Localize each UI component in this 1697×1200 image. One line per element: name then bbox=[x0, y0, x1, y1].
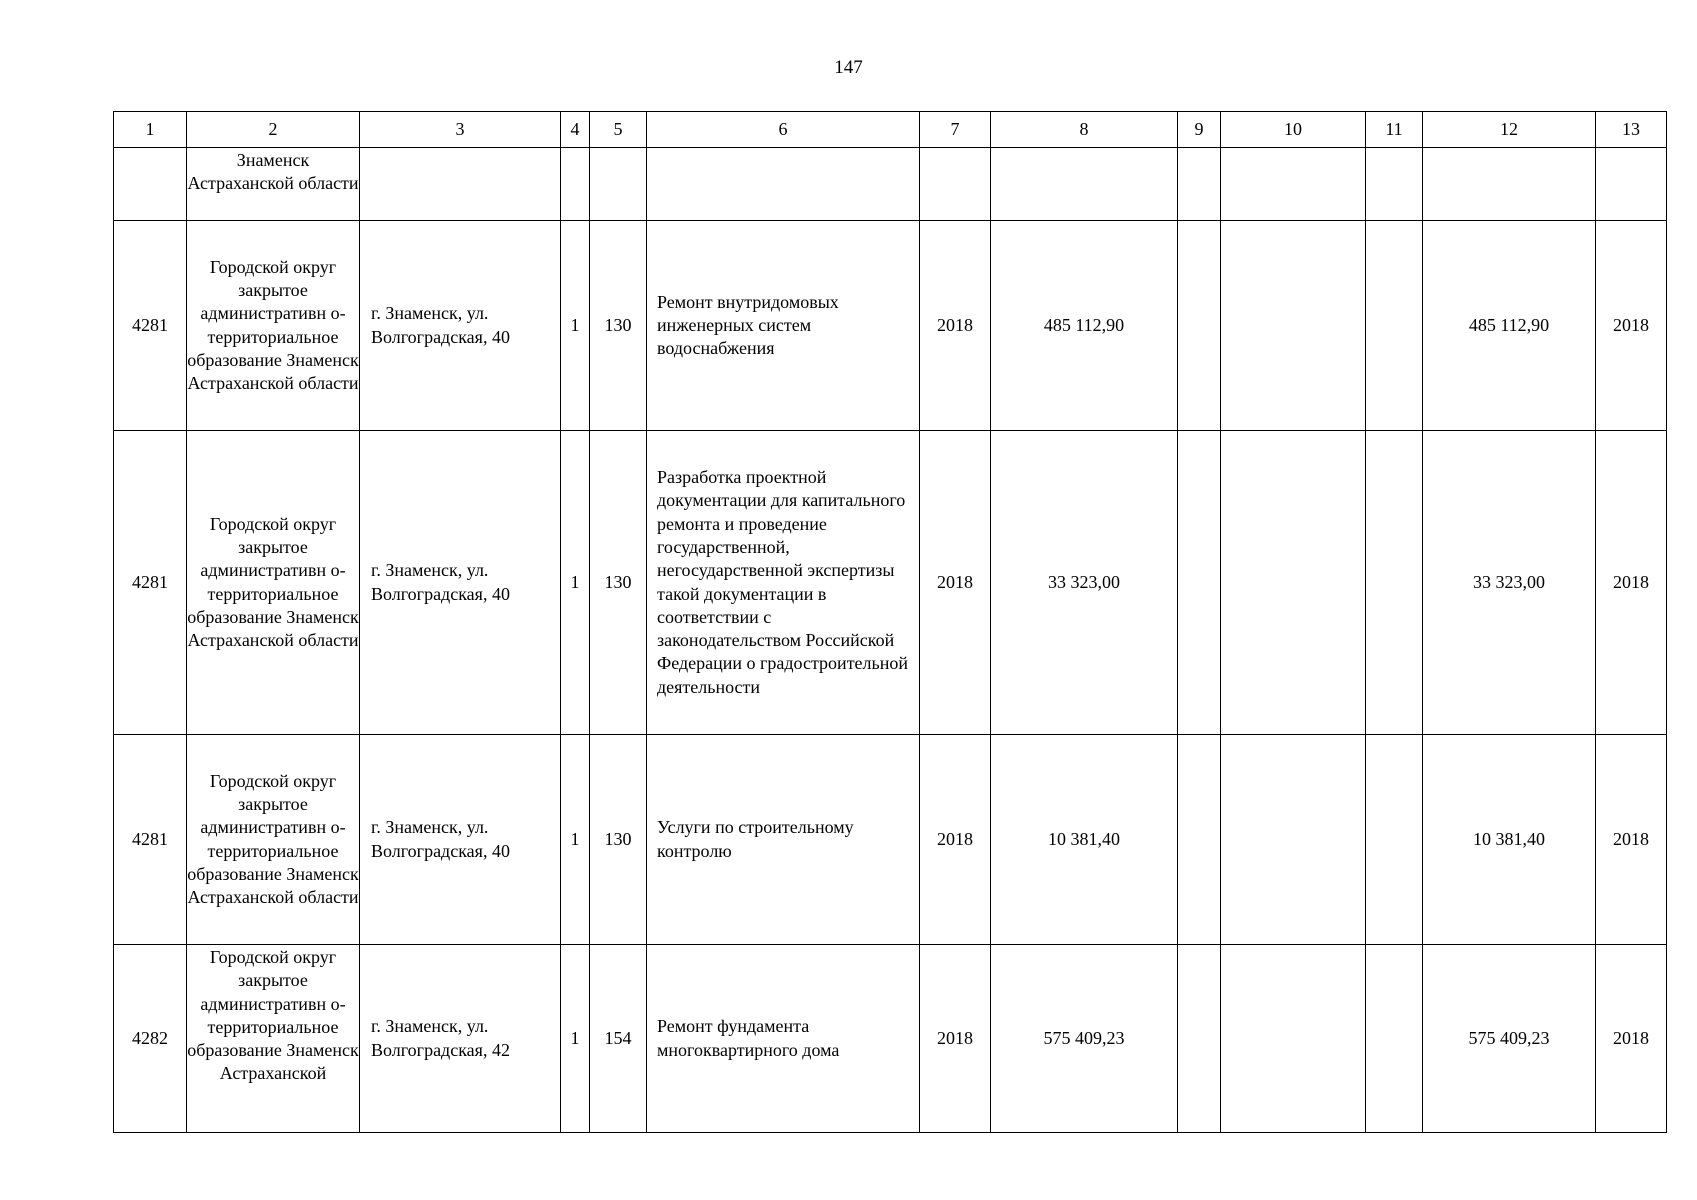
column-header-2: 2 bbox=[187, 112, 360, 148]
col4-value: 1 bbox=[561, 221, 590, 431]
address: г. Знаменск, ул. Волгоградская, 42 bbox=[360, 945, 561, 1133]
continuation-row bbox=[114, 148, 1667, 221]
cell-empty bbox=[991, 148, 1178, 221]
year: 2018 bbox=[920, 221, 991, 431]
col11-value bbox=[1366, 431, 1423, 735]
col5-value: 130 bbox=[590, 431, 647, 735]
col5-value: 130 bbox=[590, 735, 647, 945]
col9-value bbox=[1178, 735, 1221, 945]
row-id: 4282 bbox=[114, 945, 187, 1133]
address: г. Знаменск, ул. Волгоградская, 40 bbox=[360, 221, 561, 431]
cell-empty bbox=[920, 148, 991, 221]
cell-empty bbox=[360, 148, 561, 221]
cell-empty bbox=[590, 148, 647, 221]
col11-value bbox=[1366, 735, 1423, 945]
column-header-9: 9 bbox=[1178, 112, 1221, 148]
cell-empty bbox=[1178, 148, 1221, 221]
column-header-3: 3 bbox=[360, 112, 561, 148]
cell-empty bbox=[1221, 148, 1366, 221]
year: 2018 bbox=[920, 431, 991, 735]
col12-value: 575 409,23 bbox=[1423, 945, 1596, 1133]
year: 2018 bbox=[920, 735, 991, 945]
col12-value: 10 381,40 bbox=[1423, 735, 1596, 945]
column-header-12: 12 bbox=[1423, 112, 1596, 148]
column-header-1: 1 bbox=[114, 112, 187, 148]
col5-value: 130 bbox=[590, 221, 647, 431]
col12-value: 33 323,00 bbox=[1423, 431, 1596, 735]
col13-year: 2018 bbox=[1596, 945, 1667, 1133]
total-cost: 10 381,40 bbox=[991, 735, 1178, 945]
year: 2018 bbox=[920, 945, 991, 1133]
column-header-4: 4 bbox=[561, 112, 590, 148]
work-type: Разработка проектной документации для капитального ремонта и проведение государственной, негосударственной экспертизы такой документации в соответствии с законодательством Российской Федерации о градостроительной деятельности bbox=[647, 431, 920, 735]
table-row bbox=[114, 431, 1667, 735]
cell-empty bbox=[1596, 148, 1667, 221]
col9-value bbox=[1178, 945, 1221, 1133]
row-id: 4281 bbox=[114, 221, 187, 431]
col11-value bbox=[1366, 221, 1423, 431]
total-cost: 485 112,90 bbox=[991, 221, 1178, 431]
column-header-row bbox=[114, 112, 1667, 148]
col4-value: 1 bbox=[561, 735, 590, 945]
col9-value bbox=[1178, 431, 1221, 735]
capital-repair-table bbox=[113, 111, 1667, 1133]
col13-year: 2018 bbox=[1596, 431, 1667, 735]
col4-value: 1 bbox=[561, 431, 590, 735]
col9-value bbox=[1178, 221, 1221, 431]
municipality: Городской округ закрытое административн о-территориальное образование Знаменск Астраханской bbox=[187, 945, 360, 1133]
column-header-13: 13 bbox=[1596, 112, 1667, 148]
column-header-6: 6 bbox=[647, 112, 920, 148]
row-id: 4281 bbox=[114, 735, 187, 945]
col10-value bbox=[1221, 221, 1366, 431]
column-header-5: 5 bbox=[590, 112, 647, 148]
total-cost: 33 323,00 bbox=[991, 431, 1178, 735]
column-header-7: 7 bbox=[920, 112, 991, 148]
cell-empty bbox=[1366, 148, 1423, 221]
col10-value bbox=[1221, 431, 1366, 735]
table-row bbox=[114, 221, 1667, 431]
table-row bbox=[114, 735, 1667, 945]
col10-value bbox=[1221, 735, 1366, 945]
work-type: Ремонт внутридомовых инженерных систем водоснабжения bbox=[647, 221, 920, 431]
column-header-11: 11 bbox=[1366, 112, 1423, 148]
col12-value: 485 112,90 bbox=[1423, 221, 1596, 431]
municipality: Городской округ закрытое административн о-территориальное образование Знаменск Астраханской области bbox=[187, 221, 360, 431]
col13-year: 2018 bbox=[1596, 735, 1667, 945]
cell-empty bbox=[114, 148, 187, 221]
municipality: Городской округ закрытое административн о-территориальное образование Знаменск Астраханской области bbox=[187, 735, 360, 945]
table-row bbox=[114, 945, 1667, 1133]
page-number: 147 bbox=[834, 57, 863, 78]
work-type: Услуги по строительному контролю bbox=[647, 735, 920, 945]
col13-year: 2018 bbox=[1596, 221, 1667, 431]
address: г. Знаменск, ул. Волгоградская, 40 bbox=[360, 735, 561, 945]
cell-empty bbox=[1423, 148, 1596, 221]
total-cost: 575 409,23 bbox=[991, 945, 1178, 1133]
work-type: Ремонт фундамента многоквартирного дома bbox=[647, 945, 920, 1133]
col4-value: 1 bbox=[561, 945, 590, 1133]
cell-empty bbox=[647, 148, 920, 221]
col10-value bbox=[1221, 945, 1366, 1133]
column-header-8: 8 bbox=[991, 112, 1178, 148]
cell-empty bbox=[561, 148, 590, 221]
row-id: 4281 bbox=[114, 431, 187, 735]
column-header-10: 10 bbox=[1221, 112, 1366, 148]
col5-value: 154 bbox=[590, 945, 647, 1133]
col11-value bbox=[1366, 945, 1423, 1133]
municipality: Городской округ закрытое административн о-территориальное образование Знаменск Астраханской области bbox=[187, 431, 360, 735]
municipality-continuation: Знаменск Астраханской области bbox=[187, 148, 360, 221]
address: г. Знаменск, ул. Волгоградская, 40 bbox=[360, 431, 561, 735]
